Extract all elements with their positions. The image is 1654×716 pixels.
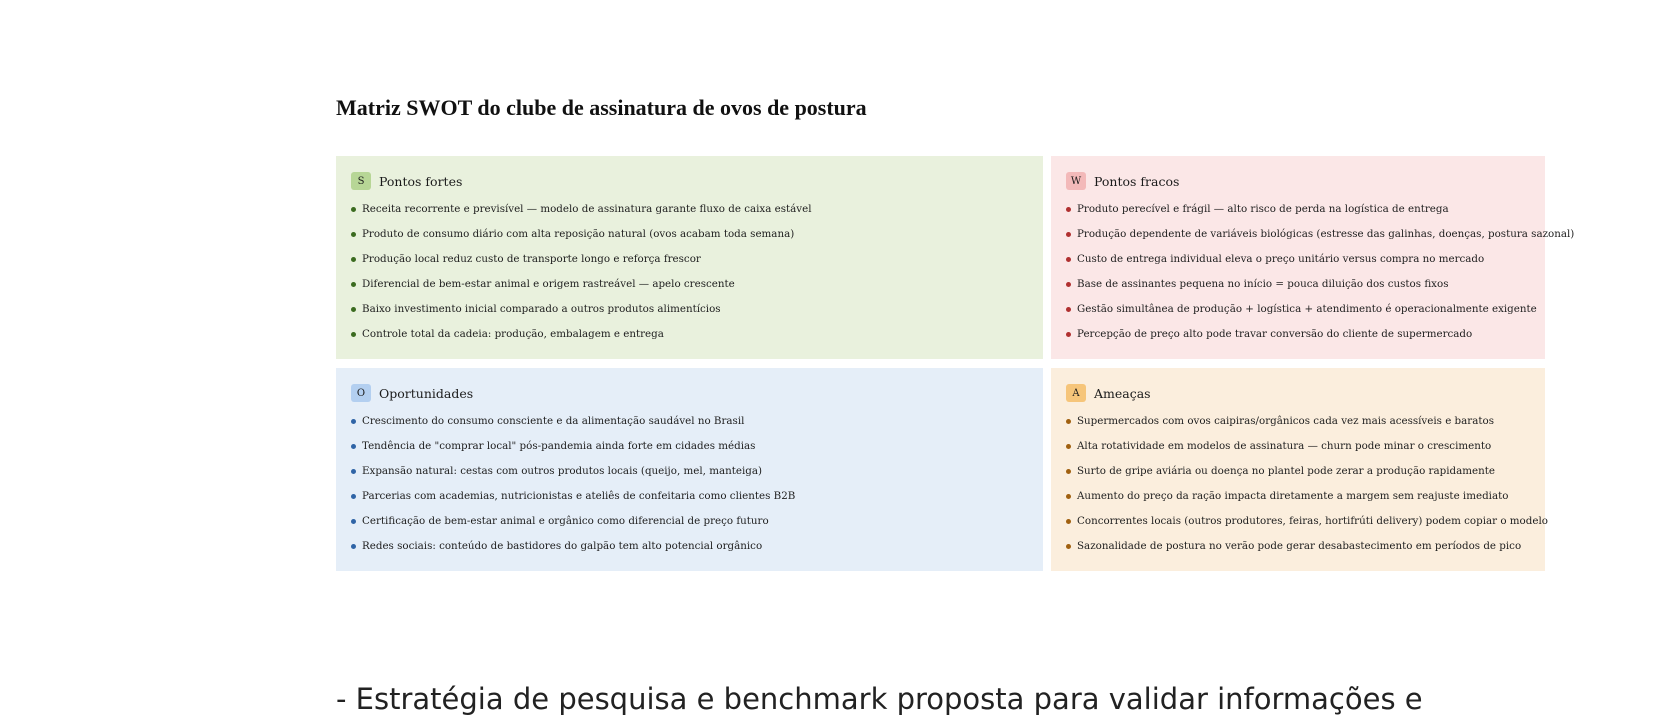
list-item-text: Base de assinantes pequena no início = pouca diluição dos custos fixos [1077, 278, 1449, 290]
bullet-icon [351, 282, 356, 287]
list-item-text: Aumento do preço da ração impacta diretamente a margem sem reajuste imediato [1077, 490, 1509, 502]
list-item [351, 484, 1028, 509]
swot-quadrant-strengths [336, 156, 1043, 359]
list-item-text: Certificação de bem-estar animal e orgânico como diferencial de preço futuro [362, 515, 769, 527]
swot-quadrant-opportunities [336, 368, 1043, 571]
list-item [1066, 272, 1530, 297]
bullet-icon [351, 419, 356, 424]
list-item-text: Gestão simultânea de produção + logística + atendimento é operacionalmente exigente [1077, 303, 1537, 315]
quadrant-item-list [351, 409, 1028, 559]
list-item-text: Concorrentes locais (outros produtores, feiras, hortifrúti delivery) podem copiar o modelo [1077, 515, 1548, 527]
bullet-icon [351, 332, 356, 337]
bullet-icon [1066, 444, 1071, 449]
list-item-text: Alta rotatividade em modelos de assinatura — churn pode minar o crescimento [1077, 440, 1492, 452]
list-item-text: Produção dependente de variáveis biológicas (estresse das galinhas, doenças, postura sazonal) [1077, 228, 1575, 240]
quadrant-badge: S [351, 172, 371, 190]
bullet-icon [1066, 307, 1071, 312]
bullet-icon [1066, 544, 1071, 549]
quadrant-title: Pontos fracos [1094, 173, 1180, 189]
list-item [1066, 222, 1575, 247]
list-item-text: Produto perecível e frágil — alto risco de perda na logística de entrega [1077, 203, 1449, 215]
bullet-icon [351, 307, 356, 312]
list-item [351, 322, 1028, 347]
list-item [1066, 434, 1530, 459]
list-item-text: Tendência de "comprar local" pós-pandemia ainda forte em cidades médias [362, 440, 756, 452]
list-item-text: Parcerias com academias, nutricionistas e ateliês de confeitaria como clientes B2B [362, 490, 796, 502]
section-heading: - Estratégia de pesquisa e benchmark proposta para validar informações e [336, 682, 1423, 716]
bullet-icon [351, 469, 356, 474]
list-item [351, 509, 1028, 534]
list-item [351, 534, 1028, 559]
list-item-text: Produto de consumo diário com alta reposição natural (ovos acabam toda semana) [362, 228, 795, 240]
bullet-icon [1066, 207, 1071, 212]
list-item-text: Sazonalidade de postura no verão pode gerar desabastecimento em períodos de pico [1077, 540, 1522, 552]
list-item-text: Produção local reduz custo de transporte longo e reforça frescor [362, 253, 701, 265]
list-item [351, 459, 1028, 484]
list-item-text: Baixo investimento inicial comparado a outros produtos alimentícios [362, 303, 721, 315]
list-item-text: Crescimento do consumo consciente e da alimentação saudável no Brasil [362, 415, 745, 427]
bullet-icon [351, 519, 356, 524]
quadrant-header [351, 170, 1028, 192]
bullet-icon [1066, 282, 1071, 287]
list-item-text: Receita recorrente e previsível — modelo de assinatura garante fluxo de caixa estável [362, 203, 812, 215]
bullet-icon [1066, 519, 1071, 524]
list-item [1066, 484, 1530, 509]
bullet-icon [1066, 469, 1071, 474]
swot-matrix [336, 156, 1575, 571]
list-item [1066, 197, 1530, 222]
list-item-text: Redes sociais: conteúdo de bastidores do galpão tem alto potencial orgânico [362, 540, 763, 552]
quadrant-title: Ameaças [1094, 385, 1151, 401]
list-item-text: Diferencial de bem-estar animal e origem rastreável — apelo crescente [362, 278, 735, 290]
list-item [1066, 247, 1530, 272]
list-item [1066, 322, 1530, 347]
bullet-icon [1066, 257, 1071, 262]
list-item [351, 297, 1028, 322]
quadrant-item-list [351, 197, 1028, 347]
page-title: Matriz SWOT do clube de assinatura de ovos de postura [336, 95, 867, 120]
list-item-text: Supermercados com ovos caipiras/orgânicos cada vez mais acessíveis e baratos [1077, 415, 1494, 427]
quadrant-header [1066, 170, 1530, 192]
bullet-icon [351, 257, 356, 262]
bullet-icon [1066, 332, 1071, 337]
list-item-text: Expansão natural: cestas com outros produtos locais (queijo, mel, manteiga) [362, 465, 762, 477]
swot-quadrant-threats [1051, 368, 1548, 571]
list-item [1066, 297, 1537, 322]
bullet-icon [1066, 494, 1071, 499]
bullet-icon [1066, 232, 1071, 237]
list-item [351, 434, 1028, 459]
quadrant-item-list [1066, 197, 1575, 347]
quadrant-header [351, 382, 1028, 404]
list-item [351, 409, 1028, 434]
quadrant-badge: A [1066, 384, 1086, 402]
bullet-icon [351, 232, 356, 237]
quadrant-badge: W [1066, 172, 1086, 190]
list-item [351, 222, 1028, 247]
bullet-icon [351, 494, 356, 499]
quadrant-title: Oportunidades [379, 385, 474, 401]
bullet-icon [351, 544, 356, 549]
list-item-text: Surto de gripe aviária ou doença no plantel pode zerar a produção rapidamente [1077, 465, 1495, 477]
bullet-icon [351, 444, 356, 449]
list-item [351, 197, 1028, 222]
list-item [1066, 409, 1530, 434]
quadrant-badge: O [351, 384, 371, 402]
bullet-icon [351, 207, 356, 212]
list-item-text: Controle total da cadeia: produção, embalagem e entrega [362, 328, 664, 340]
list-item [351, 247, 1028, 272]
list-item-text: Percepção de preço alto pode travar conversão do cliente de supermercado [1077, 328, 1473, 340]
swot-quadrant-weaknesses [1051, 156, 1575, 359]
quadrant-item-list [1066, 409, 1548, 559]
quadrant-header [1066, 382, 1530, 404]
list-item [1066, 509, 1548, 534]
list-item [1066, 459, 1530, 484]
bullet-icon [1066, 419, 1071, 424]
quadrant-title: Pontos fortes [379, 173, 463, 189]
list-item-text: Custo de entrega individual eleva o preço unitário versus compra no mercado [1077, 253, 1485, 265]
list-item [351, 272, 1028, 297]
list-item [1066, 534, 1530, 559]
